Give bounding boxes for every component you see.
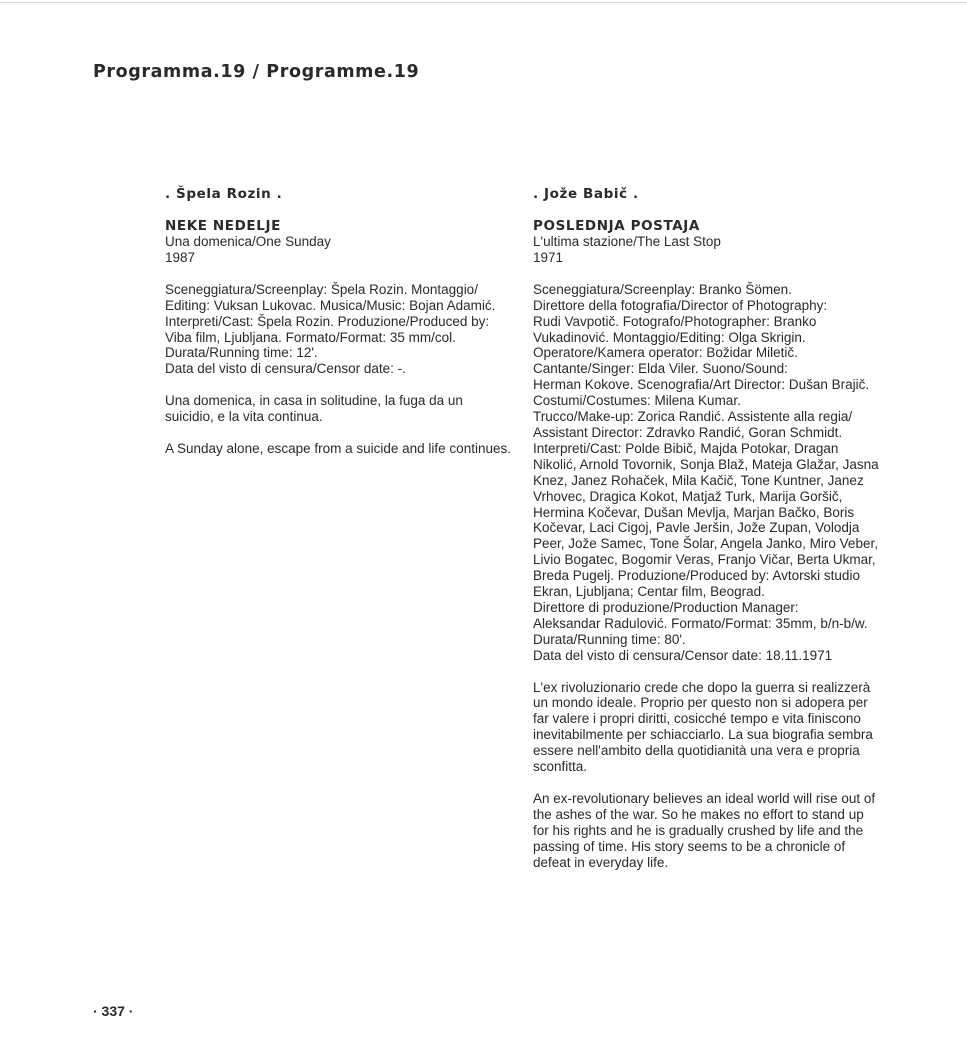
credits-line: Interpreti/Cast: Polde Bibič, Majda Potokar, Dragan bbox=[533, 440, 839, 456]
synopsis-line: sconfitta. bbox=[533, 759, 588, 775]
credits-line: Kočevar, Laci Cigoj, Pavle Jeršin, Jože Zupan, Volodja bbox=[533, 520, 860, 536]
film-year: 1971 bbox=[533, 249, 564, 265]
credits-line: Ekran, Ljubljana; Centar film, Beograd. bbox=[533, 584, 765, 600]
credits-line: Durata/Running time: 12'. bbox=[165, 345, 318, 361]
credits-line: Operatore/Kamera operator: Božidar Miletič. bbox=[533, 345, 798, 361]
synopsis-line: for his rights and he is gradually crushed by life and the bbox=[533, 822, 864, 838]
director-name: . Jože Babič . bbox=[533, 186, 639, 202]
credits-line: Direttore della fotografia/Director of Photography: bbox=[533, 297, 828, 313]
credits-line: Costumi/Costumes: Milena Kumar. bbox=[533, 393, 741, 409]
film-entry-left bbox=[165, 186, 515, 457]
credits-line: Vukadinović. Montaggio/Editing: Olga Skrigin. bbox=[533, 329, 806, 345]
film-entry-right bbox=[533, 186, 893, 871]
credits-line: Sceneggiatura/Screenplay: Branko Šömen. bbox=[533, 281, 792, 297]
credits-line: Aleksandar Radulović. Formato/Format: 35mm, b/n-b/w. bbox=[533, 615, 868, 631]
credits-line: Hermina Kočevar, Dušan Mevlja, Marjan Bačko, Boris bbox=[533, 504, 855, 520]
synopsis-line: L'ex rivoluzionario crede che dopo la guerra si realizzerà bbox=[533, 679, 871, 695]
credits-block bbox=[165, 282, 515, 377]
credits-line: Knez, Janez Rohaček, Mila Kačič, Tone Kuntner, Janez bbox=[533, 472, 864, 488]
credits-line: Viba film, Ljubljana. Formato/Format: 35 mm/col. bbox=[165, 329, 456, 345]
credits-line: Vrhovec, Dragica Kokot, Matjaž Turk, Marija Goršič, bbox=[533, 488, 843, 504]
credits-line: Breda Pugelj. Produzione/Produced by: Avtorski studio bbox=[533, 568, 860, 584]
film-title: NEKE NEDELJE bbox=[165, 218, 281, 234]
credits-line: Nikolić, Arnold Tovornik, Sonja Blaž, Mateja Glažar, Jasna bbox=[533, 456, 879, 472]
credits-line: Interpreti/Cast: Špela Rozin. Produzione/Produced by: bbox=[165, 313, 490, 329]
film-year: 1987 bbox=[165, 249, 196, 265]
synopsis-line: un mondo ideale. Proprio per questo non si adopera per bbox=[533, 695, 868, 711]
synopsis-line: passing of time. His story seems to be a chronicle of bbox=[533, 838, 846, 854]
credits-line: Cantante/Singer: Elda Viler. Suono/Sound: bbox=[533, 361, 788, 377]
synopsis-line: essere nell'ambito della quotidianità una vera e propria bbox=[533, 743, 860, 759]
credits-line: Assistant Director: Zdravko Randić, Goran Schmidt. bbox=[533, 424, 843, 440]
synopsis-line: the ashes of the war. So he makes no effort to stand up bbox=[533, 806, 864, 822]
top-rule bbox=[0, 2, 967, 3]
synopsis-italian bbox=[165, 393, 515, 425]
credits-line: Data del visto di censura/Censor date: -. bbox=[165, 361, 406, 377]
credits-line: Editing: Vuksan Lukovac. Musica/Music: Bojan Adamić. bbox=[165, 297, 496, 313]
page-header: Programma.19 / Programme.19 bbox=[93, 62, 420, 82]
credits-line: Data del visto di censura/Censor date: 18.11.1971 bbox=[533, 647, 833, 663]
synopsis-line: defeat in everyday life. bbox=[533, 854, 669, 870]
director-name: . Špela Rozin . bbox=[165, 186, 283, 202]
credits-line: Rudi Vavpotič. Fotografo/Photographer: Branko bbox=[533, 313, 817, 329]
synopsis-line: suicidio, e la vita continua. bbox=[165, 409, 323, 425]
synopsis-line: A Sunday alone, escape from a suicide and life continues. bbox=[165, 441, 511, 457]
film-title: POSLEDNJA POSTAJA bbox=[533, 218, 700, 234]
synopsis-line: far valere i propri diritti, cosicché tempo e vita finiscono bbox=[533, 711, 861, 727]
credits-line: Sceneggiatura/Screenplay: Špela Rozin. Montaggio/ bbox=[165, 281, 478, 297]
page-number: · 337 · bbox=[93, 1003, 134, 1019]
credits-line: Herman Kokove. Scenografia/Art Director: Dušan Brajič. bbox=[533, 377, 870, 393]
synopsis-english bbox=[165, 441, 515, 457]
synopsis-english bbox=[533, 791, 893, 871]
synopsis-line: inevitabilmente per schiacciarlo. La sua biografia sembra bbox=[533, 727, 873, 743]
film-subtitle: Una domenica/One Sunday bbox=[165, 234, 331, 249]
credits-line: Direttore di produzione/Production Manager: bbox=[533, 599, 799, 615]
credits-line: Peer, Jože Samec, Tone Šolar, Angela Janko, Miro Veber, bbox=[533, 536, 878, 552]
credits-line: Durata/Running time: 80'. bbox=[533, 631, 686, 647]
credits-line: Livio Bogatec, Bogomir Veras, Franjo Vičar, Berta Ukmar, bbox=[533, 552, 876, 568]
credits-block bbox=[533, 282, 893, 664]
credits-line: Trucco/Make-up: Zorica Randić. Assistente alla regia/ bbox=[533, 409, 853, 425]
synopsis-line: An ex-revolutionary believes an ideal world will rise out of bbox=[533, 791, 876, 806]
synopsis-italian bbox=[533, 680, 893, 775]
film-subtitle: L'ultima stazione/The Last Stop bbox=[533, 234, 721, 249]
synopsis-line: Una domenica, in casa in solitudine, la fuga da un bbox=[165, 393, 463, 409]
